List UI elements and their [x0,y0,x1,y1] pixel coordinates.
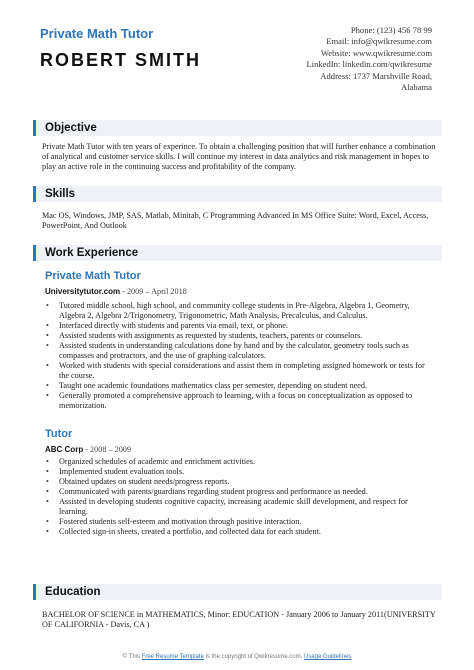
skills-heading: Skills [33,186,442,202]
list-item: • Interfaced directly with students and parents via email, text, or phone. [59,321,434,331]
list-item: • Worked with students with special considerations and assist them in completing assigned homework or tests for the course. [59,361,434,381]
experience-section [33,245,442,537]
list-item: • Implemented student evaluation tools. [59,467,434,477]
education-heading: Education [33,584,442,600]
education-section [33,584,442,630]
usage-guidelines-link[interactable]: Usage Guidelines [303,654,352,660]
objective-section [33,120,442,173]
job-company-1: Universitytutor.com - 2009 – April 2018 [45,287,187,296]
contact-address-line2: Alabama [400,82,432,93]
skills-text: Mac OS, Windows, JMP, SAS, Matlab, Minitab, C Programming Advanced In MS Office Suite: Word, Excel, Access, PowerPoint, And Outlook [42,211,429,231]
job-title: Private Math Tutor [40,26,154,41]
contact-address: Address: 1737 Marshville Road, [320,70,432,81]
list-item: • Generally promoted a comprehensive approach to learning, with a focus on conceptualization as opposed to memorization. [59,391,434,411]
resume-header [0,0,474,108]
skills-section [33,186,442,231]
list-item: • Assisted students in understanding calculations done by hand and by the calculator, geometry tools such as compasses and protractors, and the use of graphing calculators. [59,341,434,361]
job-bullets-2 [33,457,434,537]
contact-email[interactable]: Email: info@qwikresume.com [326,36,432,47]
footer-prefix: © This [122,654,142,660]
objective-text: Private Math Tutor with ten years of experince. To obtain a challenging position that will further enhance a combination of analytical and customer service skills. I will continue my interest in data analytics and risk management in hopes to play an active role in the continuing success and profitability of the company. [42,142,436,172]
footer-mid: is the copyright of Qwikresume.com. [203,654,304,660]
experience-heading: Work Experience [33,245,442,261]
list-item: • Taught one academic foundations mathematics class per semester, depending on student need. [59,381,434,391]
free-resume-template-link[interactable]: Free Resume Template [141,654,204,660]
objective-heading: Objective [33,120,442,136]
job-bullets-1 [33,301,434,411]
education-text: BACHELOR OF SCIENCE in MATHEMATICS, Minor: EDUCATION - January 2006 to January 2011(UNIVERSITY OF CALIFORNIA - Davis, CA ) [42,610,436,630]
list-item: • Organized schedules of academic and enrichment activities. [59,457,434,467]
job-company-2: ABC Corp - 2008 – 2009 [45,445,131,454]
list-item: • Fostered students self-esteem and motivation through positive interaction. [59,517,434,527]
contact-website[interactable]: Website: www.qwikresume.com [320,47,432,58]
list-item: • Collected sign-in sheets, created a portfolio, and collected data for each student. [59,527,434,537]
job-title-2: Tutor [45,428,73,440]
contact-linkedin[interactable]: LinkedIn: linkedin.com/qwikresume [306,59,432,70]
contact-block [306,25,432,93]
job-title-1: Private Math Tutor [45,270,141,282]
footer-p1: Build Your Own Resume Now [230,660,244,661]
contact-phone: Phone: (123) 456 78 99 [350,25,432,35]
list-item: • Obtained updates on student needs/progress reports. [59,477,434,487]
list-item: • Assisted students with assignments as requested by students, teachers, parents or counselors. [59,331,434,341]
list-item: • Assisted in developing students cognitive capacity, increasing academic skill development, and respect for learning. [59,497,434,517]
list-item: • Communicated with parents/guardians regarding student progress and performance as needed. [59,487,434,497]
footer [0,654,474,661]
list-item: • Tutored middle school, high school, and community college students in Pre-Algebra, Algebra 1, Geometry, Algebra 2, Algebra 2/Trigonometry, Trigonometric, Math Analysis, Precalculus, and Calculus. [59,301,434,321]
candidate-name: ROBERT SMITH [40,50,201,70]
